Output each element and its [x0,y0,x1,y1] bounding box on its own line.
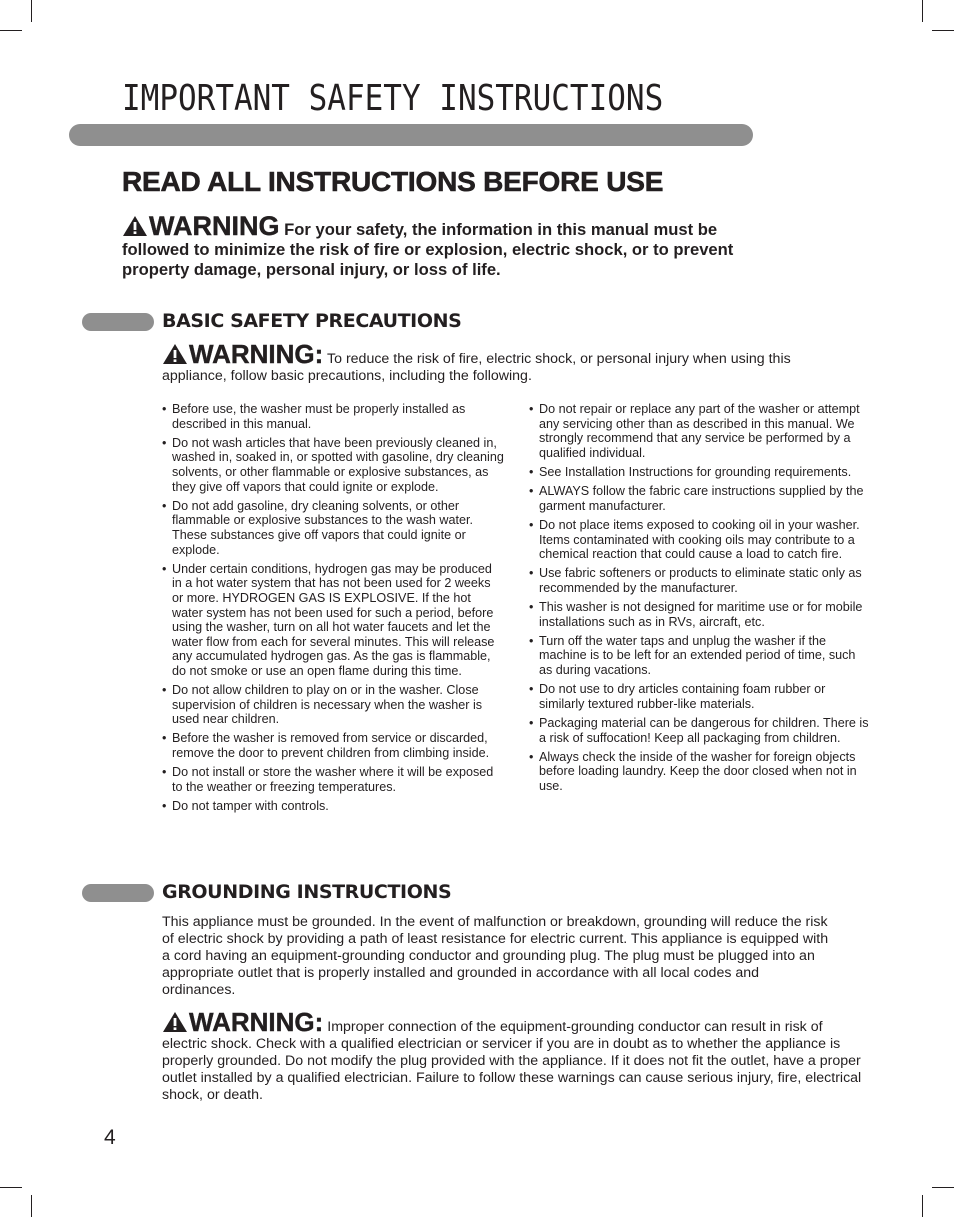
list-item: • Do not repair or replace any part of the washer or attempt any servicing other than as described in this manual. We strongly recommend that any service be performed by a qualified individual. [529,402,869,460]
list-item: • Do not wash articles that have been previously cleaned in, washed in, soaked in, or spotted with gasoline, dry cleaning solvents, or other flammable or explosive substances, as they give off vapors that could ignite or explode. [162,436,504,494]
grounding-text: This appliance must be grounded. In the event of malfunction or breakdown, grounding will reduce the risk of electric shock by providing a path of least resistance for electric current. This appliance is equipped with a cord having an equipment-grounding conductor and grounding plug. The plug must be plugged into an appropriate outlet that is properly installed and grounded in accordance with all local codes and ordinances. [162,914,829,998]
list-item: • Always check the inside of the washer for foreign objects before loading laundry. Keep the door closed when not in use. [529,750,869,794]
grounding-heading: GROUNDING INSTRUCTIONS [162,881,452,903]
list-item: • Before the washer is removed from service or discarded, remove the door to prevent children from climbing inside. [162,731,504,760]
list-item: • See Installation Instructions for grounding requirements. [529,465,869,480]
warning-label: WARNING: [189,1007,324,1037]
list-item: • Do not install or store the washer where it will be exposed to the weather or freezing temperatures. [162,765,504,794]
section-marker [82,313,154,331]
grounding-warning-text: Improper connection of the equipment-grounding conductor can result in risk of electric shock. Check with a qualified electrician or servicer if you are in doubt as to whether the appliance is properly grounded. Do not modify the plug provided with the appliance. If it does not fit the outlet, have a proper outlet installed by a qualified electrician. Failure to follow these warnings can cause serious injury, fire, electrical shock, or death. [162,1019,862,1103]
list-item: • Do not tamper with controls. [162,799,504,814]
crop-mark [0,30,22,31]
alert-triangle-icon [122,215,148,237]
warning-label: WARNING: [189,339,324,369]
list-item: • Do not add gasoline, dry cleaning solvents, or other flammable or explosive substances to the wash water. These substances give off vapors that could ignite or explode. [162,499,504,557]
alert-triangle-icon [162,343,188,365]
list-item: • Before use, the washer must be properly installed as described in this manual. [162,402,504,431]
crop-mark [932,1187,954,1188]
section-marker [82,884,154,902]
list-item: • Use fabric softeners or products to eliminate static only as recommended by the manufacturer. [529,566,869,595]
page-number: 4 [104,1126,116,1149]
title-divider-bar [69,124,753,146]
basic-safety-warning-text: To reduce the risk of fire, electric shock, or personal injury when using this appliance, follow basic precautions, including the following. [162,351,791,384]
grounding-warning [162,1007,862,1104]
page-title: IMPORTANT SAFETY INSTRUCTIONS [122,78,664,120]
alert-triangle-icon [162,1011,188,1033]
main-heading: READ ALL INSTRUCTIONS BEFORE USE [122,166,664,197]
list-item: • Do not use to dry articles containing foam rubber or similarly textured rubber-like materials. [529,682,869,711]
basic-safety-heading: BASIC SAFETY PRECAUTIONS [162,310,462,332]
precautions-left-column [162,402,504,818]
crop-mark [922,1195,923,1217]
crop-mark [31,0,32,22]
basic-safety-warning [162,339,852,385]
list-item: • ALWAYS follow the fabric care instructions supplied by the garment manufacturer. [529,484,869,513]
list-item: • Turn off the water taps and unplug the washer if the machine is to be left for an extended period of time, such as during vacations. [529,634,869,678]
list-item: • This washer is not designed for maritime use or for mobile installations such as in RVs, aircraft, etc. [529,600,869,629]
crop-mark [932,30,954,31]
crop-mark [0,1187,22,1188]
warning-label: WARNING [149,211,280,241]
intro-warning-text: For your safety, the information in this manual must be followed to minimize the risk of fire or explosion, electric shock, or to prevent property damage, personal injury, or loss of life. [122,220,734,279]
list-item: • Packaging material can be dangerous for children. There is a risk of suffocation! Keep all packaging from children. [529,716,869,745]
precautions-right-column [529,402,869,798]
intro-warning [122,211,782,280]
list-item: • Under certain conditions, hydrogen gas may be produced in a hot water system that has not been used for 2 weeks or more. HYDROGEN GAS IS EXPLOSIVE. If the hot water system has not been used for such a period, before using the washer, turn on all hot water faucets and let the water flow from each for several minutes. This will release any accumulated hydrogen gas. As the gas is flammable, do not smoke or use an open flame during this time. [162,562,504,679]
crop-mark [922,0,923,22]
crop-mark [31,1195,32,1217]
list-item: • Do not allow children to play on or in the washer. Close supervision of children is necessary when the washer is used near children. [162,683,504,727]
list-item: • Do not place items exposed to cooking oil in your washer. Items contaminated with cooking oils may contribute to a chemical reaction that could cause a load to catch fire. [529,518,869,562]
